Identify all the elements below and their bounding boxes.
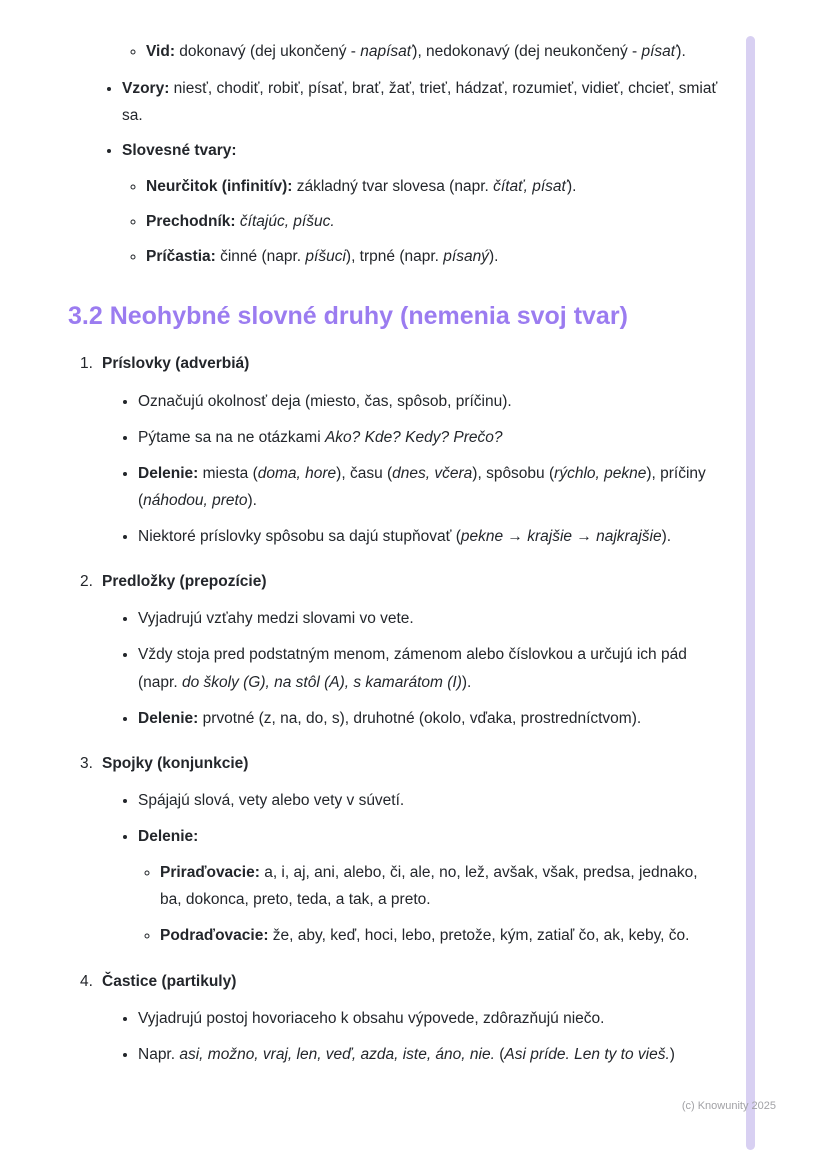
- text-run: ): [669, 1045, 675, 1063]
- section-bullet-list: [68, 787, 720, 950]
- conjunction-types-sublist: [138, 859, 720, 949]
- section-title-row: [68, 350, 720, 377]
- section-number: 2.: [80, 573, 93, 591]
- paragraph: [138, 710, 641, 727]
- text-run: Príčastia:: [146, 247, 216, 265]
- paragraph: [138, 429, 502, 446]
- paragraph: [122, 142, 237, 159]
- section-number: 1.: [80, 355, 93, 373]
- paragraph: [138, 1046, 675, 1063]
- text-run: Vždy stoja pred podstatným menom, zámenom alebo číslovkou a určujú ich pád (napr.: [138, 646, 687, 691]
- text-run: Označujú okolnosť deja (miesto, čas, spôsob, príčinu).: [138, 392, 512, 410]
- page-content: [68, 30, 720, 1086]
- list-item: [160, 922, 720, 949]
- text-run: do školy (G), na stôl (A), s kamarátom (I): [181, 673, 462, 691]
- text-run: a, i, aj, ani, alebo, či, ale, no, lež, avšak, však, predsa, jednako, ba, dokonca, preto, teda, a tak, a preto.: [160, 864, 698, 909]
- text-run: Vyjadrujú postoj hovoriaceho k obsahu výpovede, zdôrazňujú niečo.: [138, 1009, 605, 1027]
- list-item: [138, 388, 720, 415]
- paragraph: [138, 528, 671, 545]
- list-item: [146, 173, 720, 200]
- paragraph: [146, 178, 576, 195]
- list-item: [138, 1005, 720, 1032]
- text-run: že, aby, keď, hoci, lebo, pretože, kým, zatiaľ čo, ak, keby, čo.: [268, 927, 690, 945]
- text-run: Niektoré príslovky spôsobu sa dajú stupňovať (: [138, 528, 461, 545]
- text-run: Delenie:: [138, 828, 199, 845]
- text-run: Spojky (konjunkcie): [102, 754, 249, 772]
- text-run: Spájajú slová, vety alebo vety v súvetí.: [138, 791, 405, 809]
- paragraph: [138, 610, 414, 627]
- section-title: [102, 350, 249, 377]
- section-title: [102, 968, 236, 995]
- list-item: [122, 75, 720, 129]
- section-title-row: [68, 568, 720, 595]
- list-item: [138, 460, 720, 514]
- text-run: ).: [567, 177, 577, 195]
- section-title-row: [68, 968, 720, 995]
- list-item: [122, 137, 720, 270]
- list-item: [138, 641, 720, 695]
- numbered-section-predlozky: [68, 568, 720, 732]
- list-item: [138, 424, 720, 451]
- text-run: ).: [461, 673, 472, 691]
- text-run: Ako? Kde? Kedy? Prečo?: [324, 428, 503, 446]
- text-run: ), spôsobu (: [472, 464, 555, 482]
- text-run: ), príčiny (: [138, 464, 706, 509]
- numbered-section-prislovky: [68, 350, 720, 550]
- paragraph: [138, 465, 706, 509]
- numbered-section-castice: [68, 968, 720, 1068]
- section-bullet-list: [68, 1005, 720, 1068]
- paragraph: [138, 646, 687, 690]
- text-run: Vid:: [146, 43, 175, 60]
- list-item: [146, 243, 720, 270]
- text-run: Príslovky (adverbiá): [102, 355, 250, 373]
- list-item: [146, 38, 720, 65]
- text-run: ), nedokonavý (dej neukončený -: [412, 43, 642, 60]
- section-title-row: [68, 750, 720, 777]
- text-run: Priraďovacie:: [160, 864, 260, 882]
- section-title: [102, 568, 267, 595]
- text-run: ).: [488, 247, 499, 265]
- text-run: asi, možno, vraj, len, veď, azda, iste, áno, nie.: [179, 1045, 495, 1063]
- text-run: Delenie:: [138, 464, 199, 482]
- paragraph: [146, 213, 335, 230]
- section-bullet-list: [68, 605, 720, 732]
- list-item: [138, 787, 720, 814]
- list-item: [138, 1041, 720, 1068]
- text-run: Pýtame sa na ne otázkami: [138, 428, 325, 446]
- text-run: ), trpné (napr.: [345, 247, 444, 265]
- text-run: písaný: [443, 247, 489, 265]
- text-run: činné (napr.: [215, 247, 306, 265]
- list-item: [138, 823, 720, 950]
- list-item: [160, 859, 720, 913]
- text-run: niesť, chodiť, robiť, písať, brať, žať, trieť, hádzať, rozumieť, vidieť, chcieť, smiať sa.: [122, 80, 718, 125]
- text-run: doma, hore: [257, 464, 337, 482]
- section-heading: 3.2 Neohybné slovné druhy (nemenia svoj tvar): [68, 301, 628, 330]
- text-run: Delenie:: [138, 709, 199, 727]
- section-number: 4.: [80, 972, 93, 990]
- paragraph: [160, 864, 698, 908]
- verb-forms-sublist: [122, 173, 720, 270]
- text-run: náhodou, preto: [143, 491, 248, 509]
- text-run: miesta (: [198, 464, 258, 482]
- paragraph: [138, 1010, 604, 1027]
- text-run: základný tvar slovesa (napr.: [292, 177, 494, 195]
- text-run: (: [494, 1045, 505, 1063]
- text-run: Neurčitok (infinitív):: [146, 177, 293, 195]
- paragraph: [160, 927, 689, 944]
- section-bullet-list: [68, 388, 720, 551]
- verb-aspect-sublist: [68, 38, 720, 65]
- list-item: [138, 605, 720, 632]
- text-run: pekne → krajšie → najkrajšie: [460, 528, 662, 545]
- paragraph: [146, 43, 686, 60]
- paragraph: [138, 828, 198, 845]
- text-run: Slovesné tvary:: [122, 142, 237, 160]
- text-run: ).: [247, 491, 257, 509]
- text-run: ), času (: [336, 464, 393, 482]
- text-run: prvotné (z, na, do, s), druhotné (okolo, vďaka, prostredníctvom).: [198, 709, 642, 727]
- text-run: napísať: [360, 43, 413, 60]
- copyright-note: (c) Knowunity 2025: [681, 1100, 776, 1112]
- text-run: Predložky (prepozície): [102, 573, 267, 591]
- list-item: [138, 523, 720, 550]
- section-title: [102, 750, 248, 777]
- text-run: ).: [676, 43, 686, 60]
- text-run: dokonavý (dej ukončený -: [175, 43, 361, 60]
- list-item: [146, 208, 720, 235]
- text-run: čítajúc, píšuc.: [239, 212, 335, 230]
- text-run: písať: [641, 43, 677, 60]
- numbered-section-spojky: [68, 750, 720, 950]
- text-run: Častice (partikuly): [102, 972, 237, 990]
- text-run: Vzory:: [122, 80, 170, 98]
- text-run: čítať, písať: [493, 177, 568, 195]
- text-run: ).: [661, 528, 672, 545]
- paragraph: [138, 393, 512, 410]
- text-run: dnes, včera: [392, 464, 473, 482]
- list-item: [138, 705, 720, 732]
- text-run: Napr.: [138, 1045, 180, 1063]
- text-run: Asi príde. Len ty to vieš.: [504, 1045, 670, 1063]
- paragraph: [122, 80, 717, 124]
- paragraph: [146, 248, 498, 265]
- text-run: Podraďovacie:: [160, 927, 269, 945]
- paragraph: [138, 792, 404, 809]
- verbs-list: [68, 75, 720, 270]
- page-edge-bar: [746, 36, 755, 1150]
- section-number: 3.: [80, 754, 93, 772]
- text-run: Prechodník:: [146, 212, 236, 230]
- text-run: rýchlo, pekne: [554, 464, 647, 482]
- text-run: píšuci: [305, 247, 346, 265]
- text-run: Vyjadrujú vzťahy medzi slovami vo vete.: [138, 610, 414, 628]
